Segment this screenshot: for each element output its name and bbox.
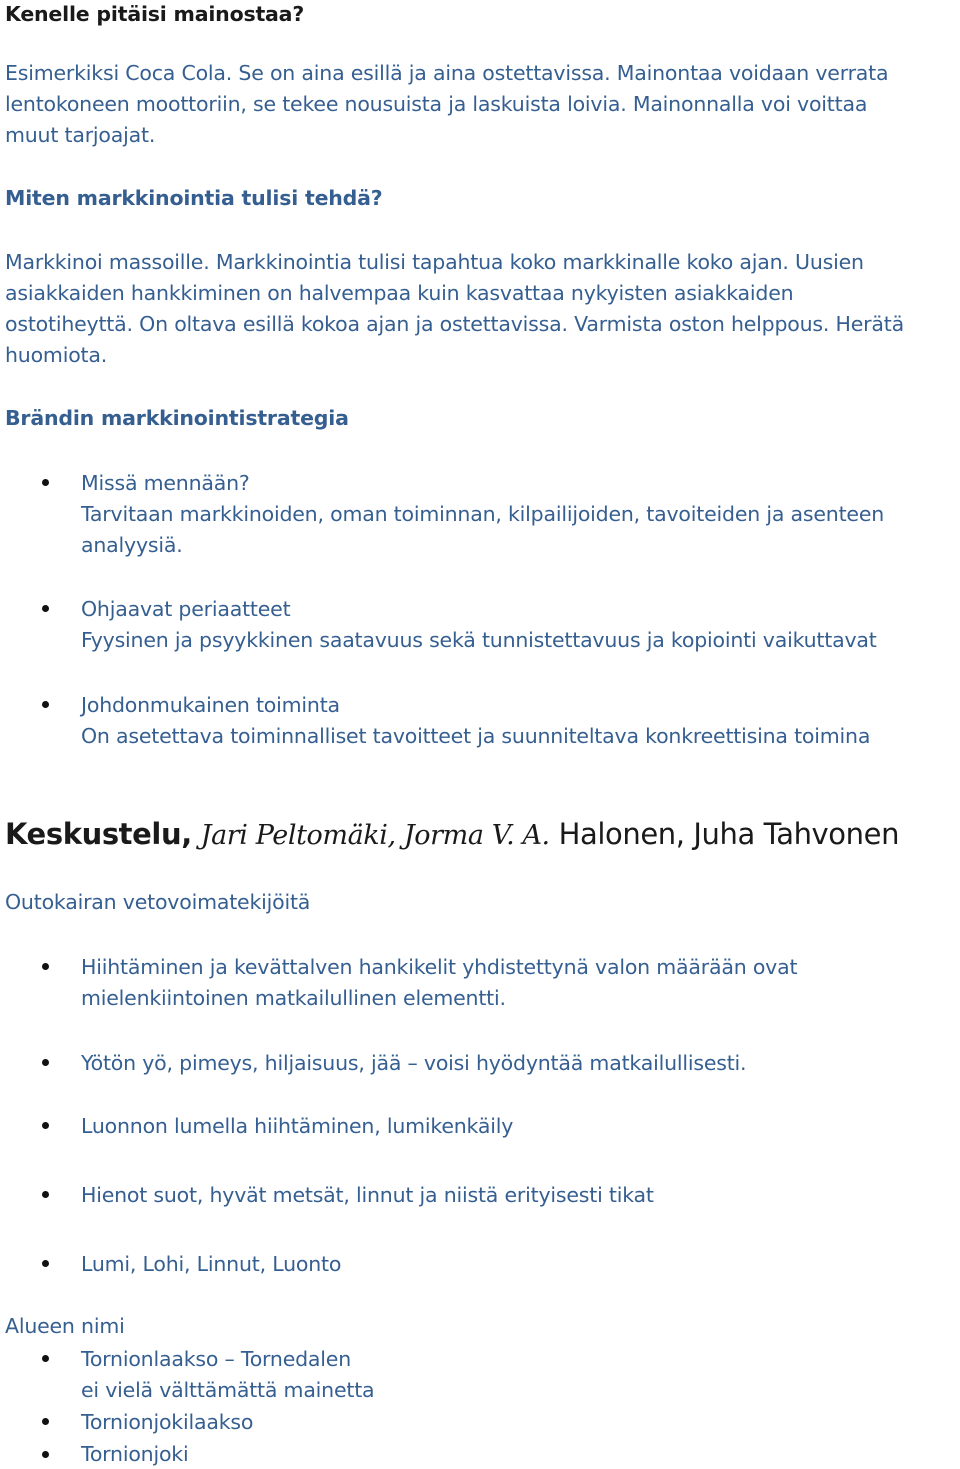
list-item: Yötön yö, pimeys, hiljaisuus, jää – voisi hyödyntää matkailullisesti. [81,1051,747,1075]
heading-outokaira: Outokairan vetovoimatekijöitä [5,890,311,914]
list-item-desc: Tarvitaan markkinoiden, oman toiminnan, kilpailijoiden, tavoiteiden ja asenteen [81,502,885,526]
heading-brandin-strategia: Brändin markkinointistrategia [5,406,349,430]
list-item-desc: analyysiä. [81,533,183,557]
bullet-icon [42,1122,49,1129]
bullet-icon [42,1191,49,1198]
list-item-title: Johdonmukainen toiminta [81,693,340,717]
discussion-participants: Jari Peltomäki, Jorma V. A. [200,820,550,851]
discussion-label: Keskustelu, [5,817,192,851]
heading-alueen-nimi: Alueen nimi [5,1314,125,1338]
paragraph-line: muut tarjoajat. [5,123,156,147]
bullet-icon [42,1260,49,1267]
list-item: Luonnon lumella hiihtäminen, lumikenkäily [81,1114,514,1138]
paragraph-line: huomiota. [5,343,108,367]
list-item-desc: Fyysinen ja psyykkinen saatavuus sekä tunnistettavuus ja kopiointi vaikuttavat [81,628,877,652]
list-item: Lumi, Lohi, Linnut, Luonto [81,1252,342,1276]
paragraph-line: ostotiheyttä. On oltava esillä kokoa ajan ja ostettavissa. Varmista oston helppous. Herätä [5,312,904,336]
bullet-icon [42,1059,49,1066]
bullet-icon [42,701,49,708]
list-item: Hienot suot, hyvät metsät, linnut ja niistä erityisesti tikat [81,1183,654,1207]
discussion-heading [5,815,899,855]
paragraph-line: Markkinoi massoille. Markkinointia tulisi tapahtua koko markkinalle koko ajan. Uusien [5,250,864,274]
list-item: ei vielä välttämättä mainetta [81,1378,375,1402]
bullet-icon [42,479,49,486]
list-item: mielenkiintoinen matkailullinen elementti. [81,986,506,1010]
bullet-icon [42,1418,49,1425]
list-item: Tornionlaakso – Tornedalen [81,1347,351,1371]
paragraph-line: Esimerkiksi Coca Cola. Se on aina esillä ja aina ostettavissa. Mainontaa voidaan verrata [5,61,889,85]
list-item: Tornionjoki [81,1442,189,1466]
bullet-icon [42,1451,49,1458]
list-item-title: Missä mennään? [81,471,250,495]
list-item-desc: On asetettava toiminnalliset tavoitteet ja suunniteltava konkreettisina toimina [81,724,871,748]
paragraph-line: asiakkaiden hankkiminen on halvempaa kuin kasvattaa nykyisten asiakkaiden [5,281,794,305]
heading-miten: Miten markkinointia tulisi tehdä? [5,186,383,210]
list-item-title: Ohjaavat periaatteet [81,597,291,621]
bullet-icon [42,1355,49,1362]
list-item: Tornionjokilaakso [81,1410,254,1434]
heading-kenelle: Kenelle pitäisi mainostaa? [5,2,305,26]
bullet-icon [42,963,49,970]
list-item: Hiihtäminen ja kevättalven hankikelit yhdistettynä valon määrään ovat [81,955,798,979]
paragraph-line: lentokoneen moottoriin, se tekee nousuista ja laskuista loivia. Mainonnalla voi voittaa [5,92,868,116]
bullet-icon [42,605,49,612]
discussion-participants-rest: Halonen, Juha Tahvonen [558,817,900,851]
